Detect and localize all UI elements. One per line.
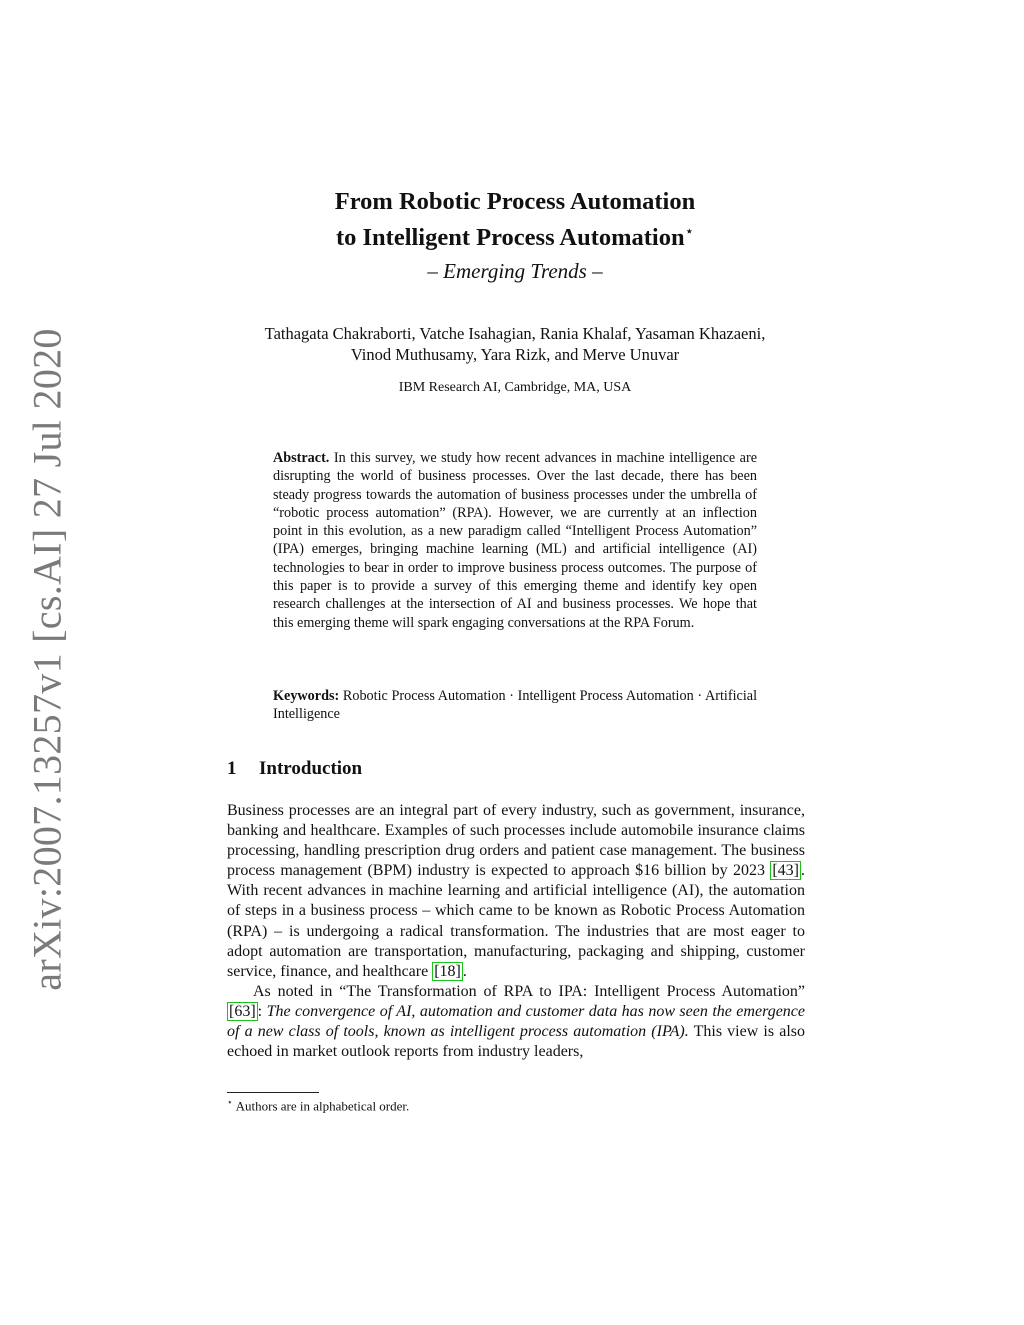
keywords-block bbox=[273, 687, 757, 724]
footnote bbox=[227, 1097, 409, 1114]
paragraph-1 bbox=[227, 801, 805, 982]
section-heading bbox=[227, 758, 362, 780]
paragraph-1-text-b: . With recent advances in machine learning and artificial intelligence (AI), the automation of steps in a business process – which came to be known as Robotic Process Automation (RPA) – is undergoing a radical transformation. The industries that are most eager to adopt automation are transportation, manufacturing, packaging and shipping, customer service, finance, and healthcare bbox=[227, 862, 805, 980]
citation-link-18[interactable]: [18] bbox=[434, 962, 461, 980]
title-line-1: From Robotic Process Automation bbox=[334, 188, 696, 215]
title-line-2-text: to Intelligent Process Automation bbox=[335, 224, 685, 251]
affiliation: IBM Research AI, Cambridge, MA, USA bbox=[398, 380, 632, 395]
arxiv-identifier-stamp bbox=[20, 327, 74, 991]
footnote-marker: ⋆ bbox=[227, 1097, 233, 1107]
author-line-2: Vinod Muthusamy, Yara Rizk, and Merve Unuvar bbox=[350, 345, 680, 364]
paragraph-2-text-c: This view is also echoed in market outlook reports from industry leaders, bbox=[227, 1023, 805, 1061]
abstract-label: Abstract. bbox=[273, 450, 330, 466]
title-footnote-marker[interactable]: ⋆ bbox=[684, 224, 695, 240]
arxiv-identifier-text: arXiv:2007.13257v1 [cs.AI] 27 Jul 2020 bbox=[24, 327, 70, 991]
author-line-1: Tathagata Chakraborti, Vatche Isahagian, Rania Khalaf, Yasaman Khazaeni, bbox=[264, 324, 766, 343]
keywords-label: Keywords: bbox=[273, 688, 340, 704]
author-list bbox=[0, 323, 1024, 365]
paragraph-1-text-c: . bbox=[462, 962, 467, 980]
paragraph-2-quote: The convergence of AI, automation and customer data has now seen the emergence of a new class of tools, known as intelligent process automation (IPA). bbox=[227, 1002, 806, 1041]
paragraph-2-text-a: As noted in “The Transformation of RPA to IPA: Intelligent Process Automation” bbox=[253, 982, 805, 1000]
paragraph-2 bbox=[227, 982, 805, 1062]
paper-title bbox=[0, 186, 1024, 253]
abstract-block bbox=[273, 449, 757, 632]
abstract-text: In this survey, we study how recent advances in machine intelligence are disrupting the world of business processes. Over the last decade, there has been steady progress towards the automation of business processes under the umbrella of “robotic process automation” (RPA). However, we are currently at an inflection point in this evolution, as a new paradigm called “Intelligent Process Automation” (IPA) emerges, bringing machine learning (ML) and artificial intelligence (AI) technologies to bear in order to improve business process outcomes. The purpose of this paper is to provide a survey of this emerging theme and identify key open research challenges at the intersection of AI and business processes. We hope that this emerging theme will spark engaging conversations at the RPA Forum. bbox=[273, 450, 758, 631]
keywords-text: Robotic Process Automation · Intelligent Process Automation · Artificial Intelligence bbox=[273, 688, 758, 723]
footnote-text: Authors are in alphabetical order. bbox=[235, 1098, 410, 1114]
footnote-divider bbox=[227, 1092, 319, 1093]
paragraph-2-text-b: : bbox=[257, 1002, 267, 1020]
section-body bbox=[227, 801, 805, 1062]
paragraph-1-text-a: Business processes are an integral part of every industry, such as government, insurance, banking and healthcare. Examples of such processes include automobile insurance claims processing, handling prescription drug orders and patient case management. The business process management (BPM) industry is expected to approach $16 billion by 2023 bbox=[227, 802, 805, 880]
paper-subtitle: – Emerging Trends – bbox=[427, 259, 603, 283]
citation-link-43[interactable]: [43] bbox=[772, 862, 799, 880]
title-line-2 bbox=[0, 217, 1024, 253]
section-title: Introduction bbox=[259, 758, 363, 779]
citation-link-63[interactable]: [63] bbox=[229, 1002, 256, 1020]
section-number: 1 bbox=[227, 758, 237, 779]
